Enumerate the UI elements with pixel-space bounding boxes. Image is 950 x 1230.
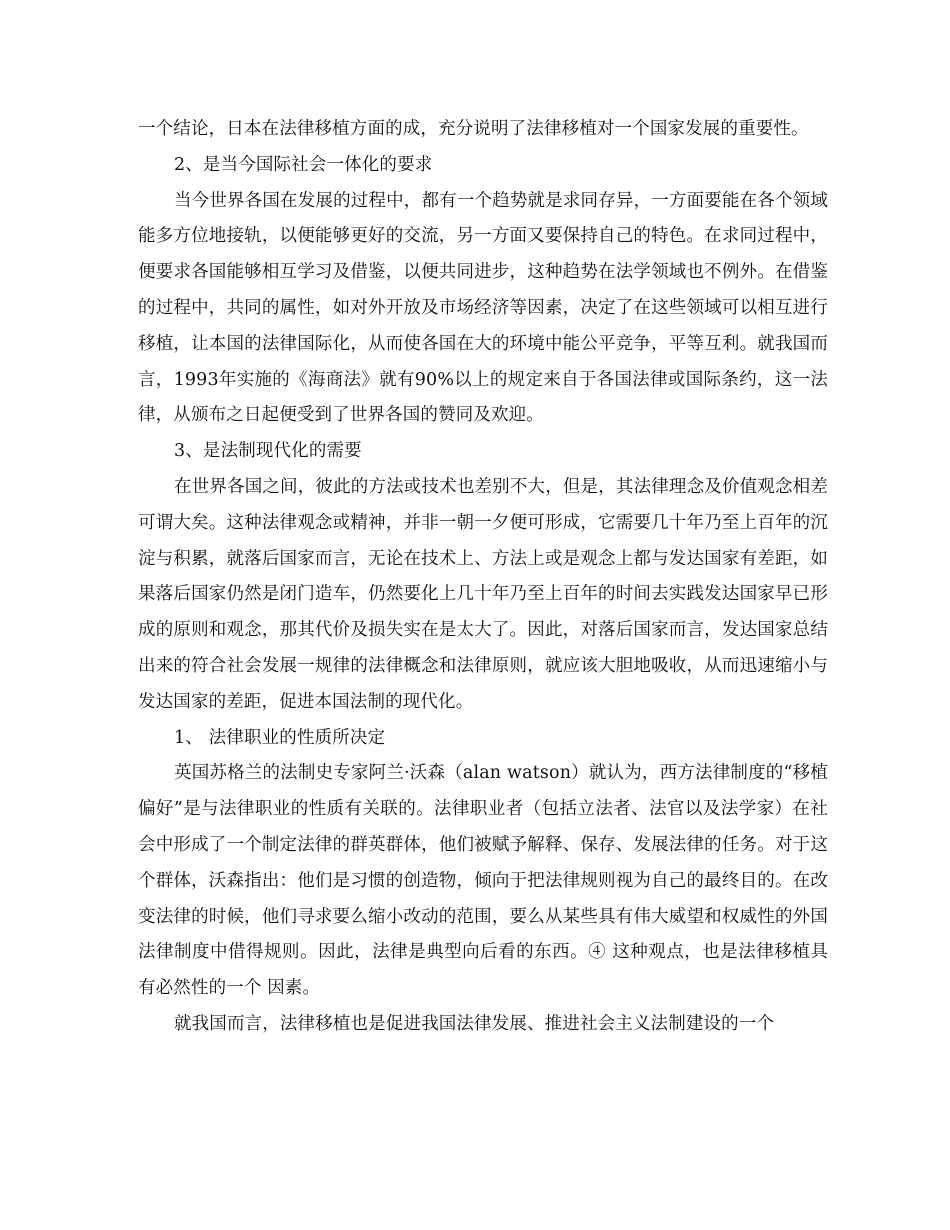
document-body [138, 112, 828, 1043]
paragraph-2: 当今世界各国在发展的过程中，都有一个趋势就是求同存异，一方面要能在各个领域能多方位地接轨，以便能够更好的交流，另一方面又要保持自己的特色。在求同过程中，便要求各国能够相互学习及借鉴，以便共同进步，这种趋势在法学领域也不例外。在借鉴的过程中，共同的属性，如对外开放及市场经济等因素，决定了在这些领域可以相互进行移植，让本国的法律国际化，从而使各国在大的环境中能公平竞争，平等互利。就我国而言，1993年实施的《海商法》就有90%以上的规定来自于各国法律或国际条约，这一法律，从颁布之日起便受到了世界各国的赞同及欢迎。 [138, 190, 828, 426]
paragraph-5: 就我国而言，法律移植也是促进我国法律发展、推进社会主义法制建设的一个 [174, 1013, 775, 1034]
paragraph-1: 一个结论，日本在法律移植方面的成，充分说明了法律移植对一个国家发展的重要性。 [138, 119, 809, 139]
section-heading-3: 3、是法制现代化的需要 [174, 441, 362, 462]
section-heading-1: 1、 法律职业的性质所决定 [174, 727, 386, 748]
paragraph-4: 英国苏格兰的法制史专家阿兰·沃森（alan watson）就认为，西方法律制度的“移植偏好”是与法律职业的性质有关联的。法律职业者（包括立法者、法官以及法学家）在社会中形成了一个制定法律的群英群体，他们被赋予解释、保存、发展法律的任务。对于这个群体，沃森指出：他们是习惯的创造物，倾向于把法律规则视为自己的最终目的。在改变法律的时候，他们寻求要么缩小改动的范围，要么从某些具有伟大威望和权威性的外国法律制度中借得规则。因此，法律是典型向后看的东西。④ 这种观点，也是法律移植具有必然性的一个 因素。 [138, 763, 828, 999]
section-heading-2: 2、是当今国际社会一体化的要求 [174, 154, 433, 175]
paragraph-3: 在世界各国之间，彼此的方法或技术也差别不大，但是，其法律理念及价值观念相差可谓大矣。这种法律观念或精神，并非一朝一夕便可形成，它需要几十年乃至上百年的沉淀与积累，就落后国家而言，无论在技术上、方法上或是观念上都与发达国家有差距，如果落后国家仍然是闭门造车，仍然要化上几十年乃至上百年的时间去实践发达国家早已形成的原则和观念，那其代价及损失实在是太大了。因此，对落后国家而言，发达国家总结出来的符合社会发展一规律的法律概念和法律原则，就应该大胆地吸收，从而迅速缩小与发达国家的差距，促进本国法制的现代化。 [138, 476, 828, 712]
